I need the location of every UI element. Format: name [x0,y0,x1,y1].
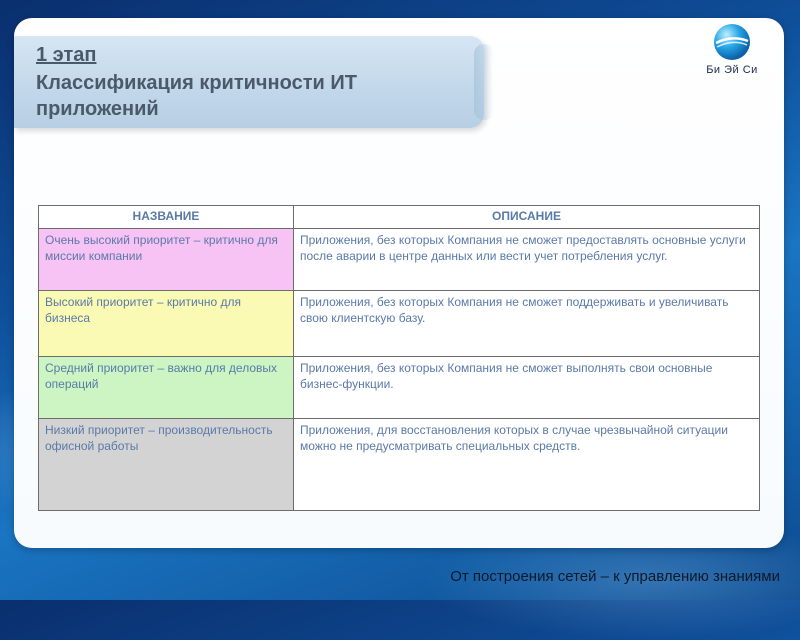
page-title: Классификация критичности ИТ приложений [36,72,357,120]
footer-tagline: От построения сетей – к управлению знаниями [450,568,780,585]
company-logo [700,20,764,82]
priority-table [38,205,760,511]
table-row [39,419,760,511]
column-header-description: ОПИСАНИЕ [294,206,760,229]
table-header-row [39,206,760,229]
priority-name-cell: Низкий приоритет – производительность офисной работы [39,419,294,511]
priority-name-cell: Высокий приоритет – критично для бизнеса [39,291,294,357]
priority-description-cell: Приложения, без которых Компания не сможет предоставлять основные услуги после аварии в центре данных или вести учет потребления услуг. [294,229,760,291]
table-row [39,357,760,419]
priority-name-cell: Очень высокий приоритет – критично для миссии компании [39,229,294,291]
priority-description-cell: Приложения, без которых Компания не сможет поддерживать и увеличивать свою клиентскую базу. [294,291,760,357]
priority-description-cell: Приложения, без которых Компания не сможет выполнять свои основные бизнес-функции. [294,357,760,419]
globe-icon [712,22,752,62]
table-row [39,291,760,357]
column-header-name: НАЗВАНИЕ [39,206,294,229]
priority-name-cell: Средний приоритет – важно для деловых операций [39,357,294,419]
priority-description-cell: Приложения, для восстановления которых в случае чрезвычайной ситуации можно не предусматривать специальных средств. [294,419,760,511]
table-row [39,229,760,291]
stage-label: 1 этап [36,44,97,66]
logo-text: Би Эй Си [706,64,758,76]
